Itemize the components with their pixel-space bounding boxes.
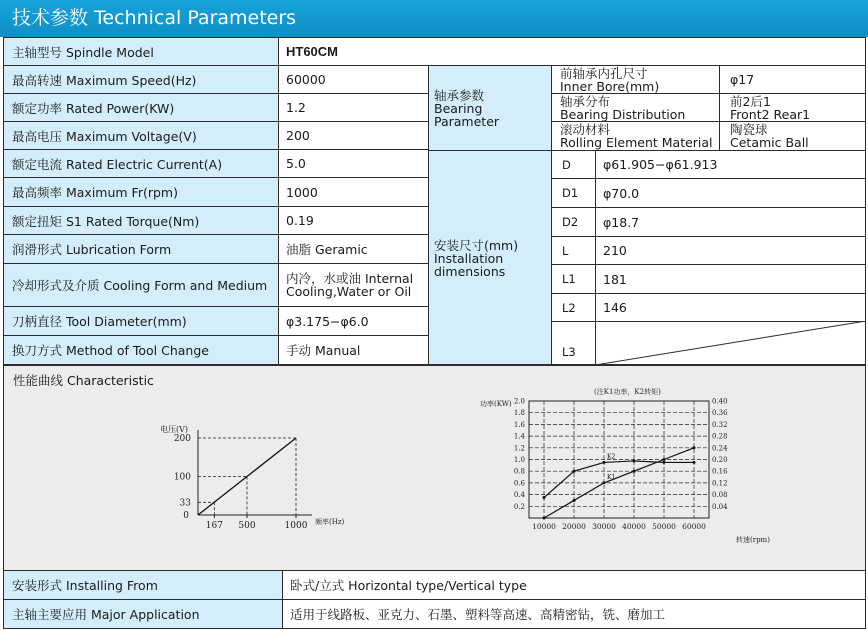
y-right-tick-label: 0.08 [712,491,728,500]
series-label-k1: K1 [607,473,616,481]
y-left-tick-label: 2.0 [513,397,525,406]
y-left-tick-label: 0.6 [513,479,525,488]
install-group-label [428,150,552,365]
param-value: 1000 [278,177,429,207]
characteristic-label: 性能曲线 Characteristic [13,373,154,388]
bearing-name [551,93,720,122]
value-line: 前2后1 [730,93,771,109]
series-point-k2 [573,470,576,473]
param-label: 额定扭矩 S1 Rated Torque(Nm) [3,206,279,235]
dimension-value: φ61.905−φ61.913 [595,150,866,179]
param-value [278,263,429,307]
spindle-model-value: HT60CM [278,37,866,66]
series-point-k2 [663,461,666,464]
bearing-value [719,93,866,122]
series-point-k1 [633,470,636,473]
bearing-value [719,121,866,151]
value-line: Front2 Rear1 [730,106,811,122]
series-point-k2 [543,496,546,499]
series-point-k2 [633,459,636,462]
x-tick-label: 20000 [562,522,586,531]
chart1-plot [174,430,312,531]
x-tick-label: 60000 [682,522,706,531]
series-point-k1 [543,517,546,520]
param-value: 60000 [278,65,429,94]
param-label: 润滑形式 Lubrication Form [3,234,279,264]
param-value: 200 [278,121,429,150]
label-line: 滚动材料 [560,122,611,137]
param-label: 额定电流 Rated Electric Current(A) [3,149,279,178]
param-label: 刀柄直径 Tool Diameter(mm) [3,306,279,336]
param-label: 最高电压 Maximum Voltage(V) [3,121,279,150]
param-value: 1.2 [278,93,429,122]
param-value: 0.19 [278,206,429,235]
value-line: Cooling,Water or Oil [286,284,412,299]
dimension-value: 146 [595,293,866,322]
y-left-tick-label: 1.6 [513,420,525,429]
application-value: 适用于线路板、亚克力、石墨、塑料等高速、高精密钻，铣、磨加工 [282,599,866,629]
chart2-xlabel: 转速(rpm) [736,536,770,544]
value-line: φ17 [730,72,755,87]
bearing-name [551,65,720,94]
y-left-tick-label: 1.8 [513,409,525,418]
label-line: 轴承分布 [560,93,611,109]
x-tick-label: 10000 [532,522,556,531]
dimension-key: L [551,236,596,265]
y-right-tick-label: 0.28 [712,432,728,441]
value-line: 陶瓷球 [730,122,768,137]
dimension-key: D1 [551,178,596,208]
series-point-k1 [603,481,606,484]
y-tick-label: 33 [179,498,191,509]
x-tick-label: 1000 [284,521,308,531]
series-point-k2 [603,461,606,464]
x-tick-label: 167 [205,521,223,531]
bearing-group-label [428,65,552,151]
chart1-xlabel: 频率(Hz) [315,518,345,526]
label-line: Bearing Distribution [560,106,686,122]
label-line: Installation [434,251,504,266]
bearing-name [551,121,720,151]
dimension-key: L1 [551,264,596,294]
dimension-value: 210 [595,236,866,265]
param-label: 换刀方式 Method of Tool Change [3,335,279,365]
dimension-key: L3 [551,321,596,365]
series-line-k2 [544,461,694,498]
bearing-value [719,65,866,94]
y-right-tick-label: 0.16 [712,467,728,476]
chart2-title: (注K1功率，K2转矩) [594,388,661,396]
y-right-tick-label: 0.36 [712,409,728,418]
voltage-frequency-chart [154,418,364,538]
install-form-label: 安装形式 Installing From [3,570,283,600]
x-tick-label: 500 [238,521,256,531]
power-torque-chart [474,382,784,564]
param-label: 最高频率 Maximum Fr(rpm) [3,177,279,207]
y-right-tick-label: 0.20 [712,456,728,464]
y-left-tick-label: 1.2 [513,444,525,453]
y-right-tick-label: 0.32 [712,420,728,429]
blank-cell-diagonal [595,321,866,365]
y-right-tick-label: 0.40 [712,397,728,406]
dimension-value: φ70.0 [595,178,866,208]
label-line: Rolling Element Material [560,135,713,150]
param-value: 5.0 [278,149,429,178]
label-line: 安装尺寸(mm) [434,238,519,253]
dimension-key: D2 [551,207,596,237]
label-line: 前轴承内孔尺寸 [560,65,648,81]
y-right-tick-label: 0.04 [712,502,728,511]
page-title: 技术参数 Technical Parameters [0,0,868,37]
series-point-k1 [693,446,696,449]
chart2-ylabel: 功率(KW) [480,400,512,408]
series-label-k2: K2 [607,453,616,461]
dimension-value: φ18.7 [595,207,866,237]
y-tick-label: 200 [173,434,191,444]
origin-label: 0 [183,511,189,521]
y-left-tick-label: 0.2 [513,502,525,511]
y-left-tick-label: 0.8 [513,467,525,476]
y-right-tick-label: 0.24 [712,444,728,453]
series-point-k1 [663,458,666,461]
series-point-k2 [693,461,696,464]
y-left-tick-label: 0.4 [513,491,525,500]
dimension-key: L2 [551,293,596,322]
y-tick-label: 100 [173,472,191,483]
param-label: 额定功率 Rated Power(KW) [3,93,279,122]
x-tick-label: 30000 [592,522,616,531]
label-line: dimensions [434,264,506,279]
characteristic-panel [3,365,866,571]
chart1-ylabel: 电压(V) [160,425,189,434]
value-line: 内冷，水或油 Internal [286,271,414,286]
label-line: Inner Bore(mm) [560,78,660,94]
x-tick-label: 50000 [652,522,676,531]
chart2-plot [514,398,728,532]
application-label: 主轴主要应用 Major Application [3,599,283,629]
y-right-tick-label: 0.12 [712,479,728,488]
y-left-tick-label: 1.0 [513,456,525,464]
y-left-tick-label: 1.4 [513,432,525,441]
param-label: 冷却形式及介质 Cooling Form and Medium [3,263,279,307]
install-form-value: 卧式/立式 Horizontal type/Vertical type [282,570,866,600]
dimension-value: 181 [595,264,866,294]
series-point-k1 [573,499,576,502]
x-tick-label: 40000 [622,522,646,531]
param-value: 手动 Manual [278,335,429,365]
param-value: 油脂 Geramic [278,234,429,264]
value-line: Cetamic Ball [730,135,809,150]
spindle-model-label: 主轴型号 Spindle Model [3,37,279,66]
label-line: 轴承参数 [434,87,485,103]
param-label: 最高转速 Maximum Speed(Hz) [3,65,279,94]
label-line: Bearing Parameter [434,100,500,129]
dimension-key: D [551,150,596,179]
param-value: φ3.175−φ6.0 [278,306,429,336]
